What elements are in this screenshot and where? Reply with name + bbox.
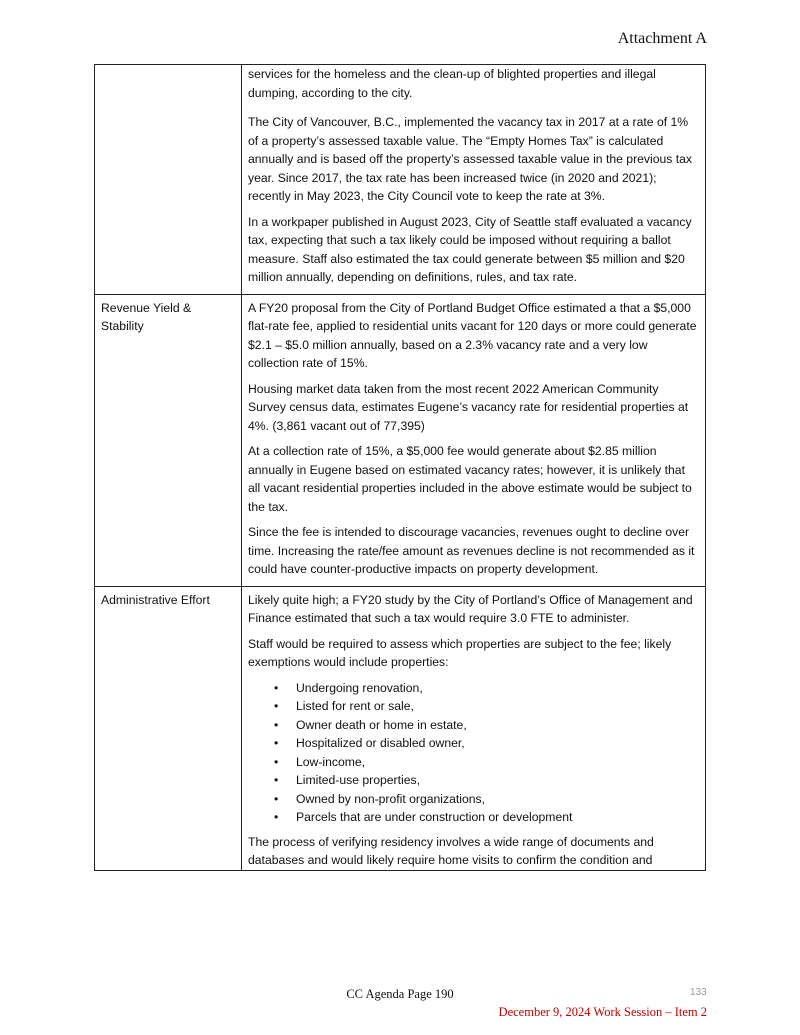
row-label: Revenue Yield & Stability <box>95 294 242 586</box>
exemption-list <box>248 679 699 827</box>
paragraph: Likely quite high; a FY20 study by the City of Portland’s Office of Management and Finance estimated that such a tax would require 3.0 FTE to administer. <box>248 592 693 625</box>
list-item: • Low-income, <box>274 753 699 772</box>
list-item: • Undergoing renovation, <box>274 679 699 698</box>
list-item: • Hospitalized or disabled owner, <box>274 734 699 753</box>
paragraph: At a collection rate of 15%, a $5,000 fee would generate about $2.85 million annually in Eugene based on estimated vacancy rates; however, it is unlikely that all vacant residential properties included in the above estimate would be subject to the tax. <box>248 444 692 514</box>
page-number: 133 <box>690 987 707 998</box>
criteria-table <box>94 64 706 871</box>
paragraph: services for the homeless and the clean-up of blighted properties and illegal dumping, according to the city. <box>248 67 656 100</box>
table-row <box>95 294 706 586</box>
row-content <box>242 586 706 870</box>
list-item: • Limited-use properties, <box>274 771 699 790</box>
row-label <box>95 65 242 295</box>
list-item: • Parcels that are under construction or development <box>274 808 699 827</box>
attachment-label: Attachment A <box>617 30 707 47</box>
paragraph: Housing market data taken from the most recent 2022 American Community Survey census data, estimates Eugene’s vacancy rate for residential properties at 4%. (3,861 vacant out of 77,395) <box>248 381 689 433</box>
work-session-label: December 9, 2024 Work Session – Item 2 <box>498 1005 707 1019</box>
list-item: • Listed for rent or sale, <box>274 697 699 716</box>
paragraph: The City of Vancouver, B.C., implemented the vacancy tax in 2017 at a rate of 1% of a property’s assessed taxable value. The “Empty Homes Tax” is calculated annually and is based off the property’s assessed taxable value in the previous tax year. Since 2017, the tax rate has been increased twice (in 2020 and 2021); recently in May 2023, the City Council vote to keep the rate at 3%. <box>248 115 692 203</box>
row-content <box>242 65 706 295</box>
paragraph: In a workpaper published in August 2023, City of Seattle staff evaluated a vacancy tax, expecting that such a tax likely could be imposed without requiring a ballot measure. Staff also estimated the tax could generate between $5 million and $20 million annually, depending on definitions, rules, and tax rate. <box>248 214 692 284</box>
paragraph: A FY20 proposal from the City of Portland Budget Office estimated a that a $5,000 flat-rate fee, applied to residential units vacant for 120 days or more could generate $2.1 – $5.0 million annually, based on a 2.3% vacancy rate and a very low collection rate of 15%. <box>248 300 697 370</box>
paragraph: Staff would be required to assess which properties are subject to the fee; likely exemptions would include properties: <box>248 636 672 669</box>
list-item: • Owner death or home in estate, <box>274 716 699 735</box>
table-row <box>95 586 706 870</box>
list-item: • Owned by non-profit organizations, <box>274 790 699 809</box>
table-row <box>95 65 706 295</box>
paragraph: Since the fee is intended to discourage vacancies, revenues ought to decline over time. Increasing the rate/fee amount as revenues decline is not recommended as it could have counter-productive impacts on property development. <box>248 525 695 576</box>
agenda-page-label: CC Agenda Page 190 <box>346 987 454 1001</box>
paragraph: The process of verifying residency involves a wide range of documents and databases and would likely require home visits to confirm the condition and <box>248 834 654 867</box>
row-content <box>242 294 706 586</box>
row-label: Administrative Effort <box>95 586 242 870</box>
